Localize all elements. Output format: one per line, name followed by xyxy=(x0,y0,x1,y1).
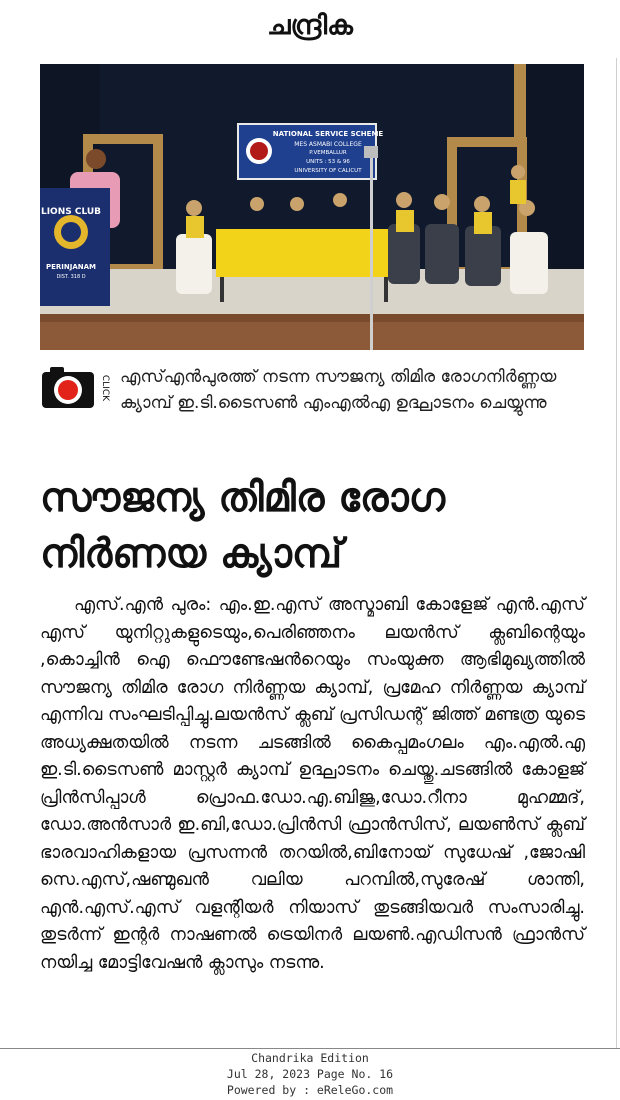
article-paragraph: എസ്.എൻ പുരം: എം.ഇ.എസ് അസ്മാബി കോളേജ് എൻ.എസ് എസ് യുനിറ്റുകളുടെയും,പെരിഞ്ഞനം ലയൻസ് ക്ലബിന്റെയും ,കൊച്ചിൻ ഐ ഫൌണ്ടേഷൻറെയും സംയുക്ത ആഭിമുഖ്യത്തിൽ സൗജന്യ തിമിര രോഗ നിർണ്ണയ ക്യാമ്പ്, പ്രമേഹ നിർണ്ണയ ക്യാമ്പ് എന്നിവ സംഘടിപ്പിച്ചു.ലയൻസ് ക്ലബ് പ്രസിഡന്റ് ജിത്ത് മണ്ടത്ര യുടെ അധ്യക്ഷതയിൽ നടന്ന ചടങ്ങിൽ കൈപ്പമംഗലം എം.എൽ.എ ഇ.ടി.ടൈസൺ മാസ്റ്റർ ക്യാമ്പ് ഉദ്ഘാടനം ചെയ്തു.ചടങ്ങിൽ കോളജ് പ്രിൻസിപ്പാൾ പ്രൊഫ.ഡോ.എ.ബിജു,ഡോ.റീനാ മുഹമ്മദ്, ഡോ.അൻസാർ ഇ.ബി,ഡോ.പ്രിൻസി ഫ്രാൻസിസ്, ലയൺസ് ക്ലബ് ഭാരവാഹികളായ പ്രസന്നൻ തറയിൽ,ബിനോയ് സുധേഷ് ,ജോഷി സെ.എസ്,ഷണ്മുഖൻ വലിയ പറമ്പിൽ,സുരേഷ് ശാന്തി, എൻ.എസ്.എസ് വളന്റിയർ നിയാസ് തുടങ്ങിയവർ സംസാരിച്ചു. തുടർന്ന് ഇന്റർ നാഷണൽ ട്രെയിനർ ലയൺ.എഡിസൻ ഫ്രാൻസ് നയിച്ച മോട്ടിവേഷൻ ക്ലാസും നടന്നു. xyxy=(40,595,585,973)
page-edge-rule xyxy=(616,58,617,1048)
news-photo xyxy=(40,64,584,350)
footer-divider xyxy=(0,1048,620,1049)
edition-date-page: Jul 28, 2023 Page No. 16 xyxy=(226,1067,394,1081)
banner-line-3: P.VEMBALLUR xyxy=(309,150,347,156)
article-body xyxy=(40,592,585,977)
podium-text-top: LIONS CLUB xyxy=(40,207,102,217)
photo-caption: എസ്എൻപുരത്ത് നടന്ന സൗജന്യ തിമിര രോഗനിർണ്ണയ ക്യാമ്പ് ഇ.ടി.ടൈസൺ എംഎൽഎ ഉദ്ഘാടനം ചെയ്യുന്നു xyxy=(120,367,557,413)
powered-by: Powered by : eReleGo.com xyxy=(226,1083,394,1097)
podium-text-small: DIST. 318 D xyxy=(56,274,86,280)
banner-line-5: UNIVERSITY OF CALICUT xyxy=(294,168,362,174)
edition-name: Chandrika Edition xyxy=(251,1051,369,1065)
podium-text-bottom: PERINJANAM xyxy=(45,263,97,271)
banner-line-2: MES ASMABI COLLEGE xyxy=(294,141,362,148)
edition-footer xyxy=(0,1050,620,1098)
banner-line-4: UNITS : 53 & 96 xyxy=(306,159,350,165)
article-headline: സൗജന്യ തിമിര രോഗ നിർണയ ക്യാമ്പ് xyxy=(40,475,446,577)
click-label: CLICK xyxy=(100,374,110,402)
newspaper-masthead: ചന്ദ്രിക xyxy=(267,10,353,41)
camera-icon xyxy=(40,362,110,410)
banner-line-1: NATIONAL SERVICE SCHEME xyxy=(272,130,384,138)
